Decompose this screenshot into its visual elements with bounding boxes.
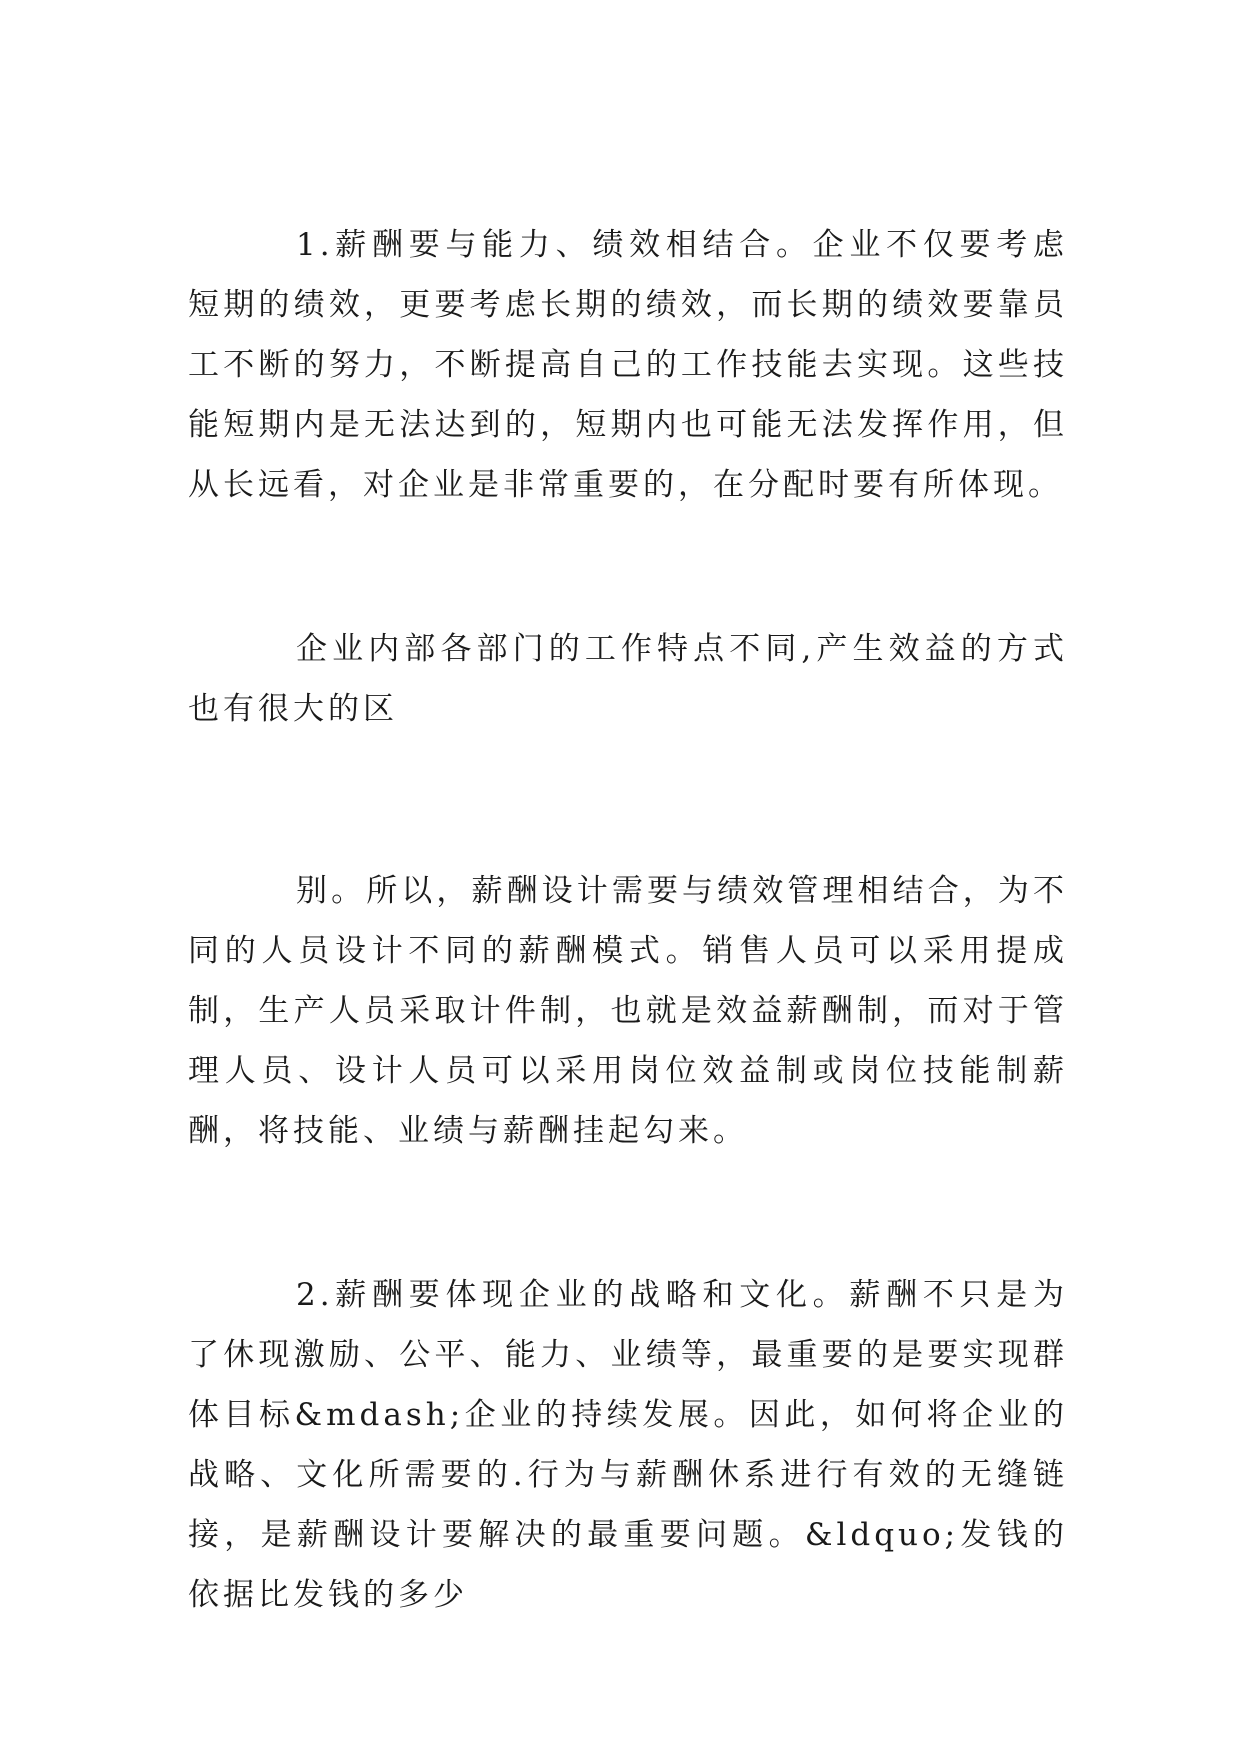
paragraph-3: 别。所以，薪酬设计需要与绩效管理相结合，为不同的人员设计不同的薪酬模式。销售人员可以采用提成制，生产人员采取计件制，也就是效益薪酬制，而对于管理人员、设计人员可以采用岗位效益制或岗位技能制薪酬，将技能、业绩与薪酬挂起勾来。: [188, 873, 1068, 1149]
paragraph-4: 2.薪酬要体现企业的战略和文化。薪酬不只是为了休现激励、公平、能力、业绩等，最重要的是要实现群体目标&mdash;企业的持续发展。因此，如何将企业的战略、文化所需要的.行为与薪酬休系进行有效的无缝链接，是薪酬设计要解决的最重要问题。&ldquo;发钱的依据比发钱的多少: [188, 1277, 1068, 1613]
paragraph-1: 1.薪酬要与能力、绩效相结合。企业不仅要考虑短期的绩效，更要考虑长期的绩效，而长期的绩效要靠员工不断的努力，不断提高自己的工作技能去实现。这些技能短期内是无法达到的，短期内也可能无法发挥作用，但从长远看，对企业是非常重要的，在分配时要有所体现。: [188, 227, 1068, 503]
paragraph-2: 企业内部各部门的工作特点不同,产生效益的方式也有很大的区: [188, 631, 1068, 727]
